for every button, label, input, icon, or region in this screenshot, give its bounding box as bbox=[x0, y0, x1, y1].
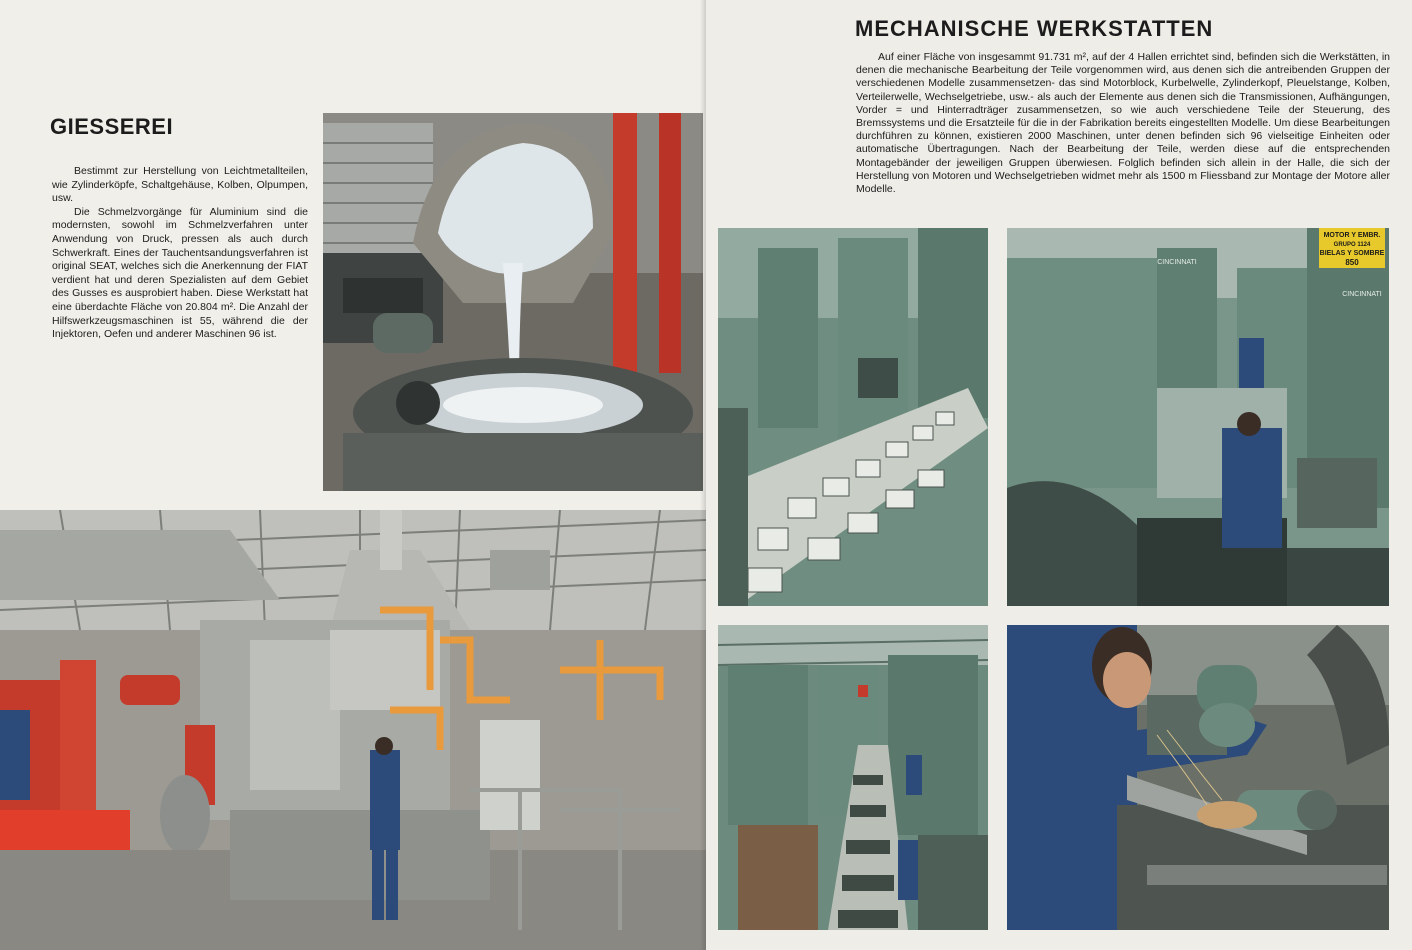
foundry-hall-photo bbox=[0, 510, 706, 950]
workshops-text bbox=[856, 51, 1390, 196]
foundry-paragraph-1: Bestimmt zur Herstellung von Leichtmetallteilen, wie Zylinderköpfe, Schaltgehäuse, Kolben, Olpumpen, usw. bbox=[52, 165, 308, 205]
transfer-line-photo bbox=[718, 228, 988, 606]
lathe-worker-photo bbox=[1007, 625, 1389, 930]
machinist-photo bbox=[1007, 228, 1389, 606]
sign-line-4: 850 bbox=[1345, 258, 1359, 267]
foundry-paragraph-2: Die Schmelzvorgänge für Aluminium sind die modernsten, sowohl im Schmelzverfahren unter Anwendung von Druck, pressen als auch durch Schwerkraft. Eines der Tauchentsandungsverfahren ist original SEAT, welches sich die Anerkennung der FIAT verdient hat und deren Spezialisten auf dem Gebiet des Gusses es ausprobiert haben. Diese Werkstatt hat eine überdachte Fläche von 20.804 m². Die Anzahl der Hilfswerkzeugsmaschinen ist 55, während die der Injektoren, Oefen und anderer Maschinen 96 ist. bbox=[52, 205, 308, 341]
foundry-title: GIESSEREI bbox=[50, 114, 174, 139]
molten-aluminium-pour-photo bbox=[323, 113, 703, 491]
sign-line-3: BIELAS Y SOMBRE bbox=[1319, 250, 1385, 257]
foundry-text bbox=[52, 165, 308, 342]
sign-line-1: MOTOR Y EMBR. bbox=[1323, 232, 1381, 239]
cincinnati-label-2: CINCINNATI bbox=[1157, 259, 1197, 266]
assembly-hall-photo bbox=[718, 625, 988, 930]
workshops-paragraph-1: Auf einer Fläche von insgesammt 91.731 m², auf der 4 Hallen errichtet sind, befinden sich die Werkstätten, in denen die mechanische Bearbeitung der Teile vorgenommen wird, aus denen sich die antreibenden Gruppen der verschiedenen Modelle zusammensetzen- das sind Motorblock, Kurbelwelle, Zylinderkopf, Pleuelstange, Kolben, Verteilerwelle, Wechselgetriebe, usw.- als auch der Elemente aus denen sich die Transmissionen, Aufhängungen, Vorder = und Hinterradträger zusammensetzen, so wie auch verschiedene Teile der Steuerung, des Bremssystems und die Ersatzteile für die in der Fabrikation bereits eingestellten Modelle. Um diese Bearbeitungen durchführen zu können, existieren 2000 Maschinen, unter denen befinden sich 96 vielseitige Einheiten oder automatische Übertragungen. Nach der Bearbeitung der Teile, werden diese auf die entsprechenden Montagebänder der jeweiligen Gruppen überwiesen. Folglich befinden sich allein in der Halle, die sich der Herstellung von Motoren und Wechselgetrieben widmet mehr als 1500 m Fliessband zur Montage der Motore aller Modelle. bbox=[856, 51, 1390, 196]
cincinnati-label: CINCINNATI bbox=[1342, 291, 1382, 298]
sign-line-2: GRUPO 1124 bbox=[1333, 242, 1371, 248]
workshops-title: MECHANISCHE WERKSTATTEN bbox=[855, 16, 1214, 41]
